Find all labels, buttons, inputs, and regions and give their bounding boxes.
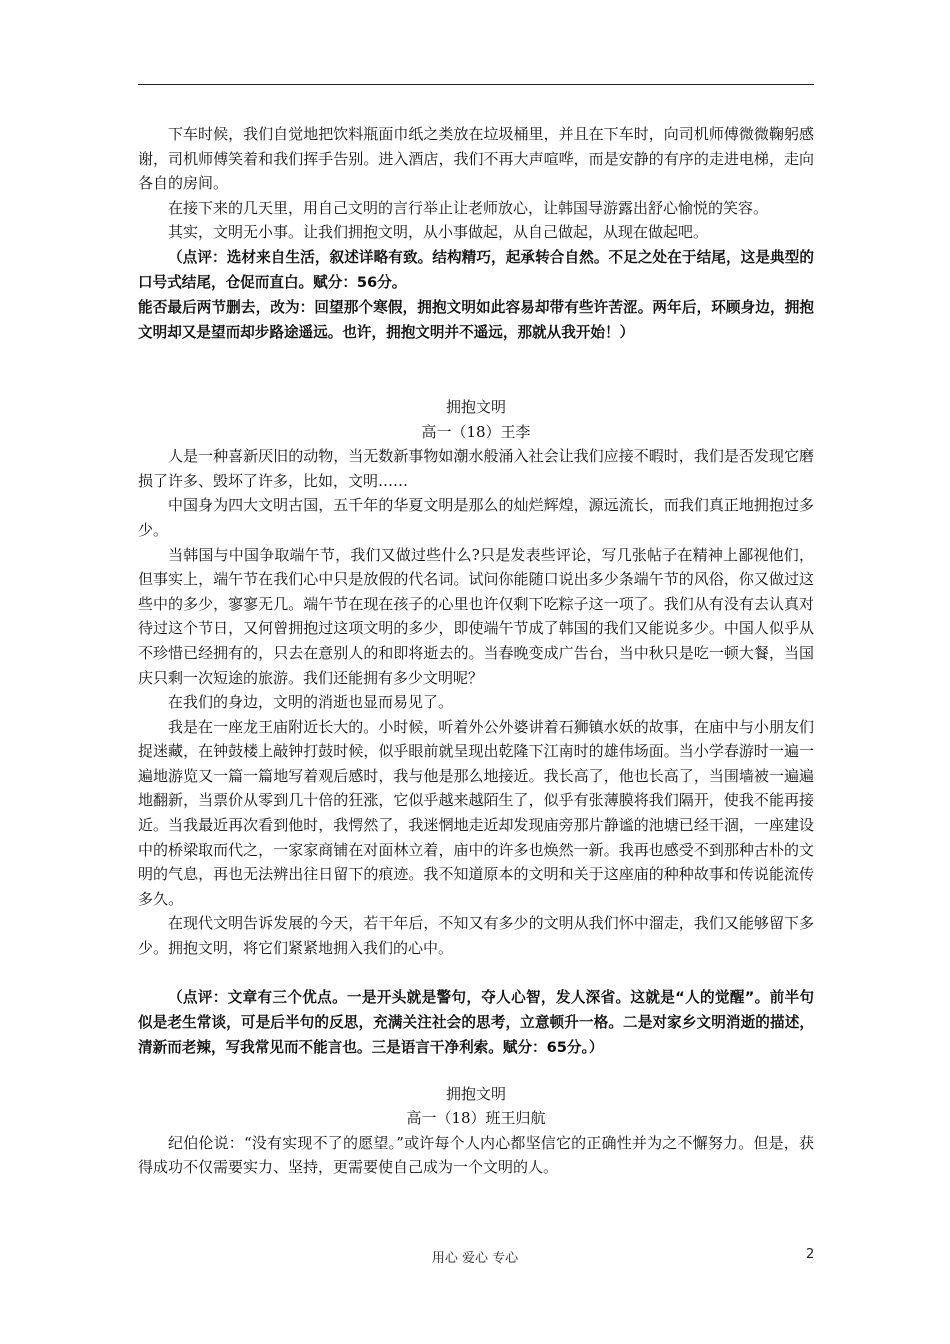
paragraph: 人是一种喜新厌旧的动物，当无数新事物如潮水般涌入社会让我们应接不暇时，我们是否发现它磨损了许多、毁坏了许多，比如，文明…… <box>138 447 814 490</box>
paragraph: 其实，文明无小事。让我们拥抱文明，从小事做起，从自己做起，从现在做起吧。 <box>168 223 709 242</box>
header-rule <box>138 84 814 85</box>
paragraph: 在我们的身边，文明的消逝也显而易见了。 <box>168 693 454 712</box>
paragraph: 在接下来的几天里，用自己文明的言行举止让老师放心，让韩国导游露出舒心愉悦的笑容。 <box>168 198 769 217</box>
paragraph: 中国身为四大文明古国，五千年的华夏文明是那么的灿烂辉煌，源远流长，而我们真正地拥抱过多少。 <box>138 496 814 539</box>
footer-text: 用心 爱心 专心 <box>431 1251 519 1266</box>
paragraph: 我是在一座龙王庙附近长大的。小时候，听着外公外婆讲着石狮镇水妖的故事，在庙中与小朋友们捉迷藏，在钟鼓楼上敲钟打鼓时候，似乎眼前就呈现出乾隆下江南时的雄伟场面。当小学春游时一遍一遍地游览又一篇一篇地写着观后感时，我与他是那么地接近。我长高了，他也长高了，当围墙被一遍遍地翻新，当票价从零到几十倍的狂涨，它似乎越来越陌生了，似乎有张薄膜将我们隔开，使我不能再接近。当我最近再次看到他时，我愕然了，我迷惘地走近却发现庙旁那片静谧的池塘已经干涸，一座建设中的桥梁取而代之，一家家商铺在对面林立着，庙中的许多也焕然一新。我再也感受不到那种古朴的文明的气息，再也无法辨出往日留下的痕迹。我不知道原本的文明和关于这座庙的种种故事和传说能流传多久。 <box>138 717 814 908</box>
page-number: 2 <box>806 1247 815 1262</box>
paragraph: 纪伯伦说：“没有实现不了的愿望。”或许每个人内心都坚信它的正确性并为之不懈努力。但是，获得成功不仅需要实力、坚持，更需要使自己成为一个文明的人。 <box>138 1133 814 1177</box>
essay-title: 拥抱文明 <box>445 397 506 416</box>
essay-author: 高一（18）王李 <box>421 422 531 441</box>
comment-paragraph: （点评：选材来自生活，叙述详略有致。结构精巧，起承转合自然。不足之处在于结尾，这是典型的口号式结尾，仓促而直白。赋分：56分。 <box>138 248 814 291</box>
comment-paragraph: （点评：文章有三个优点。一是开头就是警句，夺人心智，发人深省。这就是“人的觉醒”。前半句似是老生常谈，可是后半句的反思，充满关注社会的思考，立意顿升一格。二是对家乡文明消逝的描述，清新而老辣，写我常见而不能言也。三是语言干净利索。赋分：65分。） <box>138 988 814 1056</box>
paragraph: 在现代文明告诉发展的今天，若干年后，不知又有多少的文明从我们怀中溜走，我们又能够留下多少。拥抱文明，将它们紧紧地拥入我们的心中。 <box>138 914 814 958</box>
paragraph: 下车时候，我们自觉地把饮料瓶面巾纸之类放在垃圾桶里，并且在下车时，向司机师傅微微鞠躬感谢，司机师傅笑着和我们挥手告别。进入酒店，我们不再大声喧哗，而是安静的有序的走进电梯，走向各自的房间。 <box>138 125 814 193</box>
essay-author: 高一（18）班王归航 <box>406 1109 546 1128</box>
paragraph: 当韩国与中国争取端午节，我们又做过些什么?只是发表些评论，写几张帖子在精神上鄙视他们，但事实上，端午节在我们心中只是放假的代名词。试问你能随口说出多少条端午节的风俗，你又做过这些中的多少，寥寥无几。端午节在现在孩子的心里也许仅剩下吃粽子这一项了。我们从有没有去认真对待过这个节日，又何曾拥抱过这项文明的多少，即使端午节成了韩国的我们又能说多少。中国人似乎从不珍惜已经拥有的，只去在意别人的和即将逝去的。当春晚变成广告台，当中秋只是吃一顿大餐，当国庆只剩一次短途的旅游。我们还能拥有多少文明呢？ <box>138 545 814 687</box>
document-body <box>138 122 814 1180</box>
essay-title: 拥抱文明 <box>445 1084 506 1103</box>
comment-paragraph: 能否最后两节删去，改为：回望那个寒假，拥抱文明如此容易却带有些许苦涩。两年后，环顾身边，拥抱文明却又是望而却步路途遥远。也许，拥抱文明并不遥远，那就从我开始！） <box>138 298 814 341</box>
